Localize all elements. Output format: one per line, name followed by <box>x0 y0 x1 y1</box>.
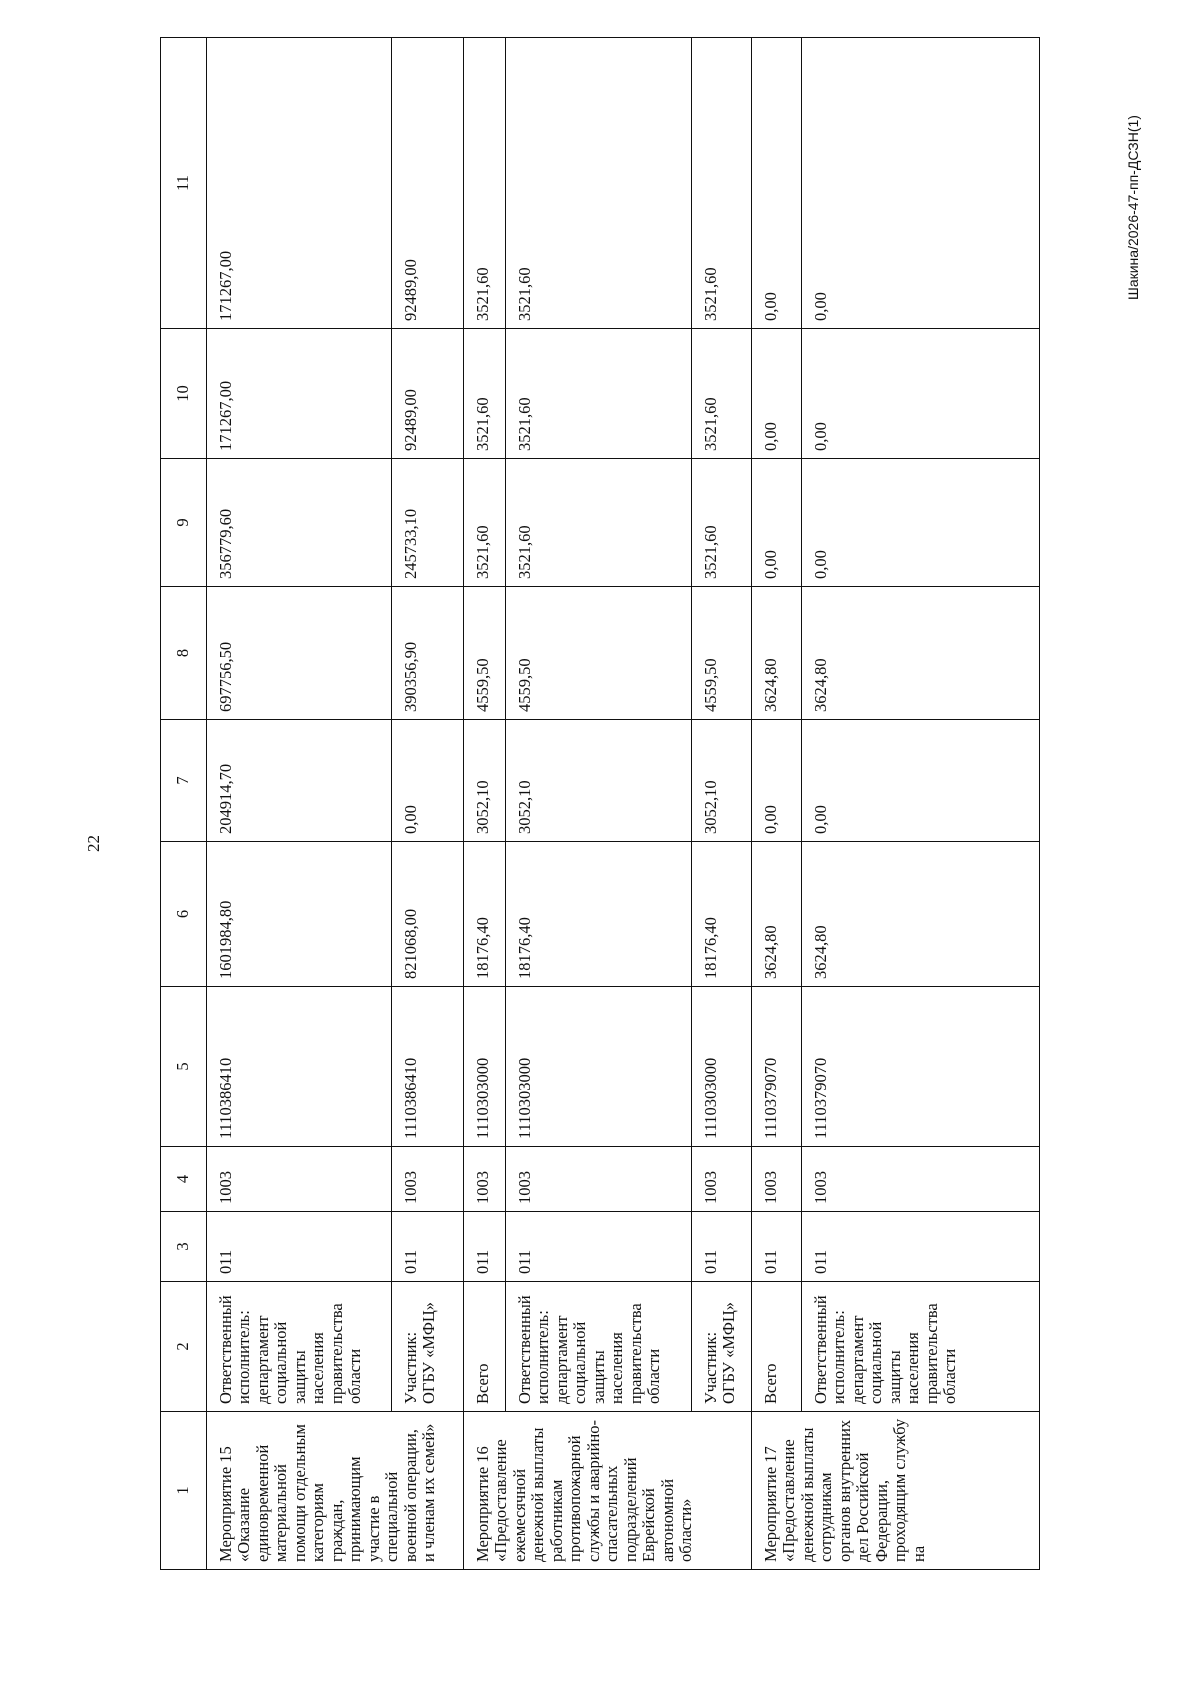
cell-c6: 18176,40 <box>692 842 752 987</box>
cell-c4: 1003 <box>464 1147 506 1212</box>
participant-cell: Ответственный исполнитель: департамент социальной защиты населения правительства области <box>207 1282 392 1412</box>
participant-cell: Всего <box>752 1282 802 1412</box>
cell-c8: 4559,50 <box>692 587 752 720</box>
cell-c8: 697756,50 <box>207 587 392 720</box>
header-cell: 2 <box>161 1282 207 1412</box>
cell-c10: 3521,60 <box>464 329 506 459</box>
participant-cell: Участник: ОГБУ «МФЦ» <box>392 1282 464 1412</box>
cell-c7: 3052,10 <box>464 720 506 842</box>
measure-16-description: Мероприятие 16 «Предоставление ежемесячной денежной выплаты работникам противопожарной службы и аварийно-спасательных подразделений Еврейской автономной области» <box>464 1412 752 1570</box>
document-code: Шакина/2026-47-пп-ДСЗН(1) <box>1125 115 1141 300</box>
cell-c3: 011 <box>802 1212 1040 1282</box>
cell-c6: 18176,40 <box>464 842 506 987</box>
cell-c7: 204914,70 <box>207 720 392 842</box>
cell-c8: 4559,50 <box>506 587 692 720</box>
participant-cell: Ответственный исполнитель: департамент социальной защиты населения правительства области <box>506 1282 692 1412</box>
cell-c8: 3624,80 <box>752 587 802 720</box>
header-cell: 4 <box>161 1147 207 1212</box>
cell-c6: 3624,80 <box>752 842 802 987</box>
page-number: 22 <box>84 835 103 852</box>
cell-c11: 171267,00 <box>207 38 392 329</box>
participant-cell: Всего <box>464 1282 506 1412</box>
measure-15-description: Мероприятие 15 «Оказание единовременной материальной помощи отдельным категориям граждан, принимающим участие в специальной военной операции, и членам их семей» <box>207 1412 464 1570</box>
cell-c11: 0,00 <box>752 38 802 329</box>
header-cell: 5 <box>161 987 207 1147</box>
cell-c11: 3521,60 <box>464 38 506 329</box>
header-cell: 3 <box>161 1212 207 1282</box>
cell-c10: 3521,60 <box>506 329 692 459</box>
cell-c7: 0,00 <box>802 720 1040 842</box>
cell-c8: 390356,90 <box>392 587 464 720</box>
cell-c7: 0,00 <box>752 720 802 842</box>
cell-c10: 0,00 <box>802 329 1040 459</box>
table-row <box>506 38 692 1570</box>
cell-c7: 3052,10 <box>506 720 692 842</box>
cell-c11: 3521,60 <box>692 38 752 329</box>
cell-c3: 011 <box>464 1212 506 1282</box>
cell-c4: 1003 <box>752 1147 802 1212</box>
header-cell: 8 <box>161 587 207 720</box>
cell-c10: 0,00 <box>752 329 802 459</box>
participant-cell: Ответственный исполнитель: департамент социальной защиты населения правительства области <box>802 1282 1040 1412</box>
cell-c9: 0,00 <box>802 459 1040 587</box>
cell-c10: 92489,00 <box>392 329 464 459</box>
cell-c8: 4559,50 <box>464 587 506 720</box>
header-cell: 9 <box>161 459 207 587</box>
header-cell: 10 <box>161 329 207 459</box>
table-row <box>802 38 1040 1570</box>
cell-c3: 011 <box>506 1212 692 1282</box>
cell-c5: 1110386410 <box>207 987 392 1147</box>
cell-c3: 011 <box>207 1212 392 1282</box>
cell-c10: 3521,60 <box>692 329 752 459</box>
cell-c9: 245733,10 <box>392 459 464 587</box>
rotated-table-container <box>160 38 1040 1570</box>
cell-c3: 011 <box>692 1212 752 1282</box>
cell-c9: 0,00 <box>752 459 802 587</box>
table-header-row <box>161 38 207 1570</box>
cell-c7: 0,00 <box>392 720 464 842</box>
cell-c10: 171267,00 <box>207 329 392 459</box>
cell-c4: 1003 <box>506 1147 692 1212</box>
cell-c9: 356779,60 <box>207 459 392 587</box>
table-row <box>692 38 752 1570</box>
header-cell: 1 <box>161 1412 207 1570</box>
cell-c6: 1601984,80 <box>207 842 392 987</box>
cell-c4: 1003 <box>692 1147 752 1212</box>
cell-c11: 3521,60 <box>506 38 692 329</box>
cell-c5: 1110379070 <box>802 987 1040 1147</box>
cell-c6: 821068,00 <box>392 842 464 987</box>
cell-c4: 1003 <box>802 1147 1040 1212</box>
cell-c7: 3052,10 <box>692 720 752 842</box>
cell-c5: 1110303000 <box>464 987 506 1147</box>
table-row <box>207 38 392 1570</box>
header-cell: 11 <box>161 38 207 329</box>
cell-c8: 3624,80 <box>802 587 1040 720</box>
cell-c4: 1003 <box>207 1147 392 1212</box>
cell-c3: 011 <box>752 1212 802 1282</box>
table-row <box>392 38 464 1570</box>
measure-17-description: Мероприятие 17 «Предоставление денежной выплаты сотрудникам органов внутренних дел Российской Федерации, проходящим службу на <box>752 1412 1040 1570</box>
cell-c3: 011 <box>392 1212 464 1282</box>
cell-c4: 1003 <box>392 1147 464 1212</box>
cell-c5: 1110303000 <box>692 987 752 1147</box>
cell-c9: 3521,60 <box>464 459 506 587</box>
cell-c6: 18176,40 <box>506 842 692 987</box>
header-cell: 6 <box>161 842 207 987</box>
cell-c9: 3521,60 <box>506 459 692 587</box>
table-row <box>464 38 506 1570</box>
cell-c9: 3521,60 <box>692 459 752 587</box>
program-measures-table <box>160 37 1040 1570</box>
cell-c11: 0,00 <box>802 38 1040 329</box>
table-row <box>752 38 802 1570</box>
participant-cell: Участник: ОГБУ «МФЦ» <box>692 1282 752 1412</box>
cell-c5: 1110379070 <box>752 987 802 1147</box>
cell-c11: 92489,00 <box>392 38 464 329</box>
cell-c6: 3624,80 <box>802 842 1040 987</box>
cell-c5: 1110386410 <box>392 987 464 1147</box>
cell-c5: 1110303000 <box>506 987 692 1147</box>
header-cell: 7 <box>161 720 207 842</box>
